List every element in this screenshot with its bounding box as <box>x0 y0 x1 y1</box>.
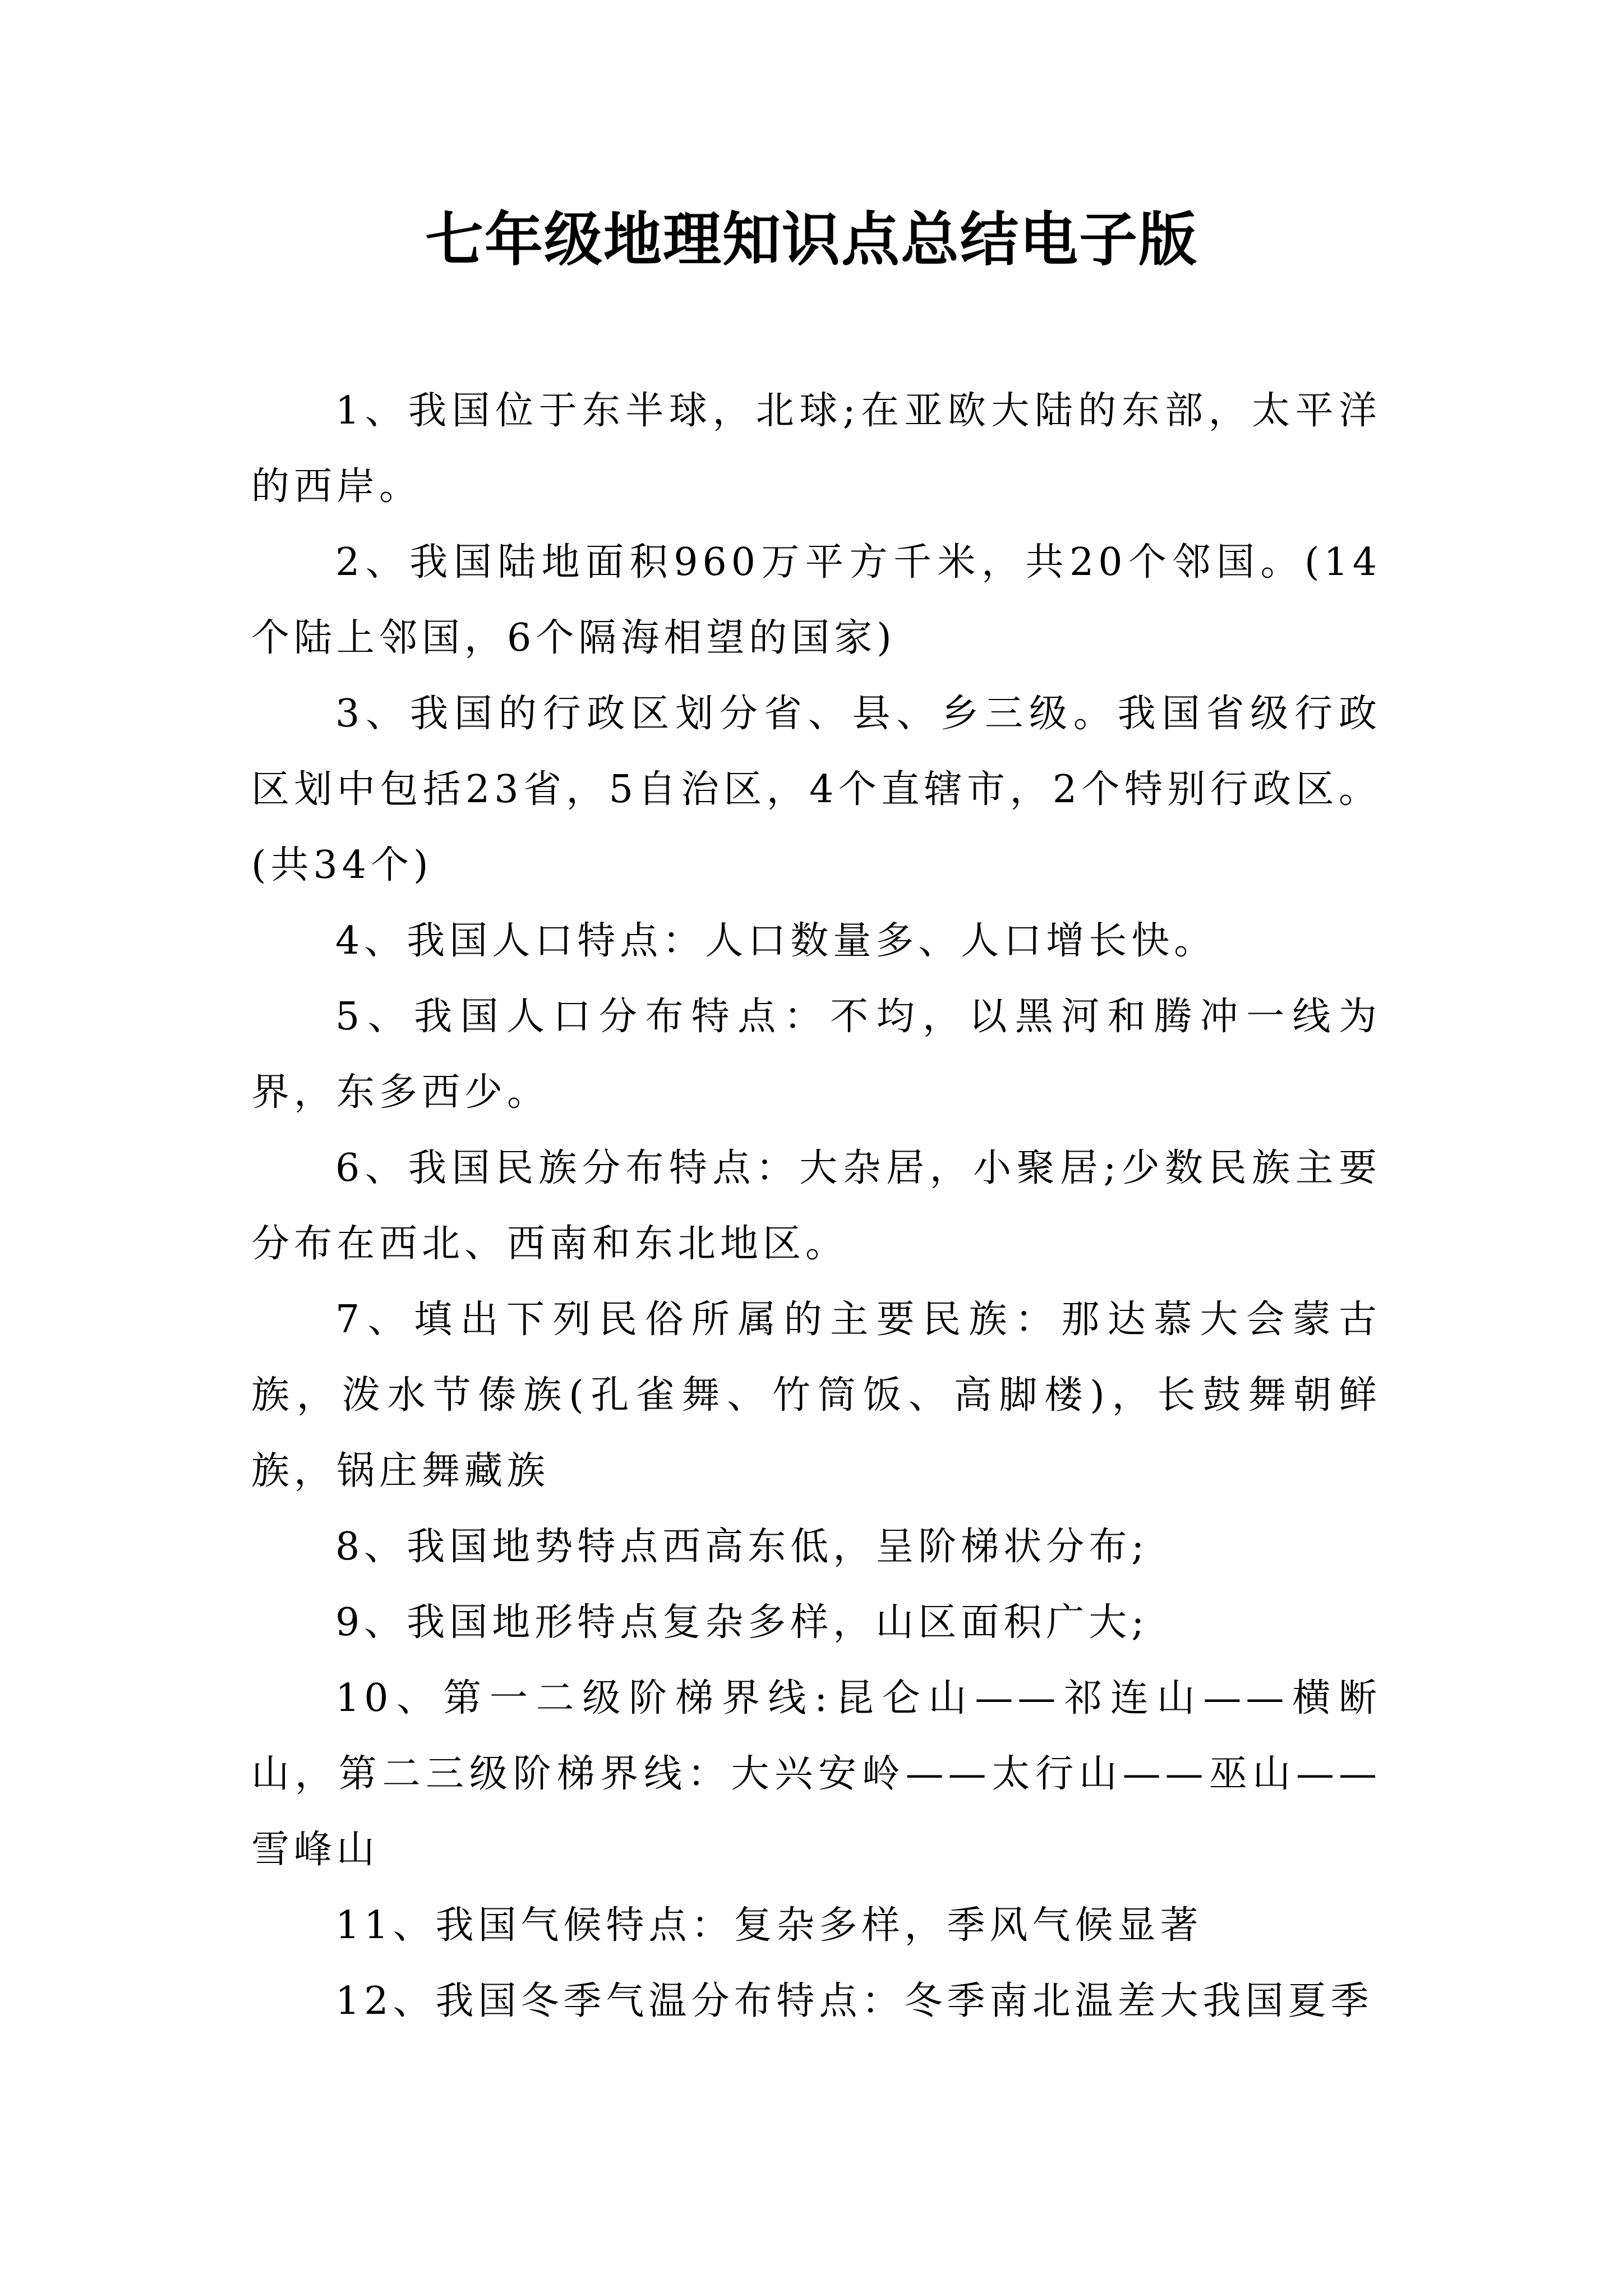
paragraph-4: 4、我国人口特点：人口数量多、人口增长快。 <box>335 919 1217 963</box>
paragraph-1: 1、我国位于东半球，北球;在亚欧大陆的东部，太平洋的西岸。 <box>251 389 1381 509</box>
paragraph-2: 2、我国陆地面积960万平方千米，共20个邻国。(14个陆上邻国，6个隔海相望的国家) <box>251 540 1381 660</box>
paragraph-12: 12、我国冬季气温分布特点：冬季南北温差大我国夏季 <box>335 1979 1373 2023</box>
paragraph-10: 10、第一二级阶梯界线:昆仑山——祁连山——横断山，第二三级阶梯界线：大兴安岭——太行山——巫山——雪峰山 <box>251 1676 1381 1872</box>
document-body <box>251 373 1381 2039</box>
paragraph-5: 5、我国人口分布特点：不均，以黑河和腾冲一线为界，东多西少。 <box>251 995 1381 1115</box>
paragraph-7: 7、填出下列民俗所属的主要民族：那达慕大会蒙古族，泼水节傣族(孔雀舞、竹筒饭、高脚楼)，长鼓舞朝鲜族，锅庄舞藏族 <box>251 1297 1381 1493</box>
paragraph-6: 6、我国民族分布特点：大杂居，小聚居;少数民族主要分布在西北、西南和东北地区。 <box>251 1146 1381 1266</box>
document-title: 七年级地理知识点总结电子版 <box>425 205 1198 274</box>
paragraph-3: 3、我国的行政区划分省、县、乡三级。我国省级行政区划中包括23省，5自治区，4个直辖市，2个特别行政区。(共34个) <box>251 692 1381 887</box>
paragraph-11: 11、我国气候特点：复杂多样，季风气候显著 <box>335 1903 1203 1948</box>
paragraph-9: 9、我国地形特点复杂多样，山区面积广大; <box>335 1600 1149 1645</box>
paragraph-8: 8、我国地势特点西高东低，呈阶梯状分布; <box>335 1525 1149 1569</box>
